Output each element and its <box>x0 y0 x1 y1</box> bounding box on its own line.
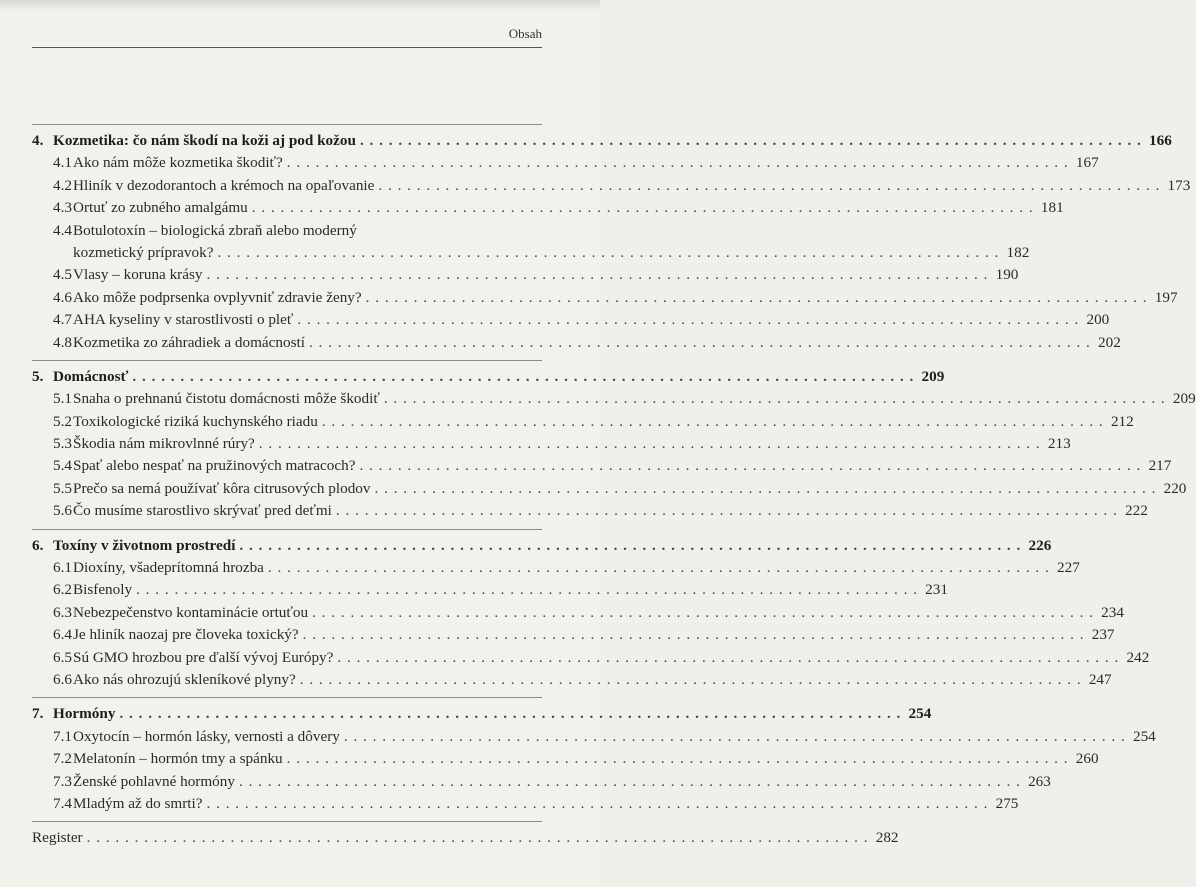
entry-number: 4.4 <box>53 221 72 239</box>
leader-dots <box>360 130 1142 152</box>
entry-number: 4.1 <box>53 154 72 172</box>
entry-title: Hliník v dezodorantoch a krémoch na opaľovanie <box>73 176 375 194</box>
toc-entry-5-6[interactable] <box>32 500 1148 522</box>
toc-entry-6-2[interactable] <box>32 579 948 601</box>
page-number: 173 <box>1167 176 1191 194</box>
leader-dots <box>207 264 989 286</box>
chapter-divider <box>32 697 542 698</box>
page-number: 237 <box>1091 626 1115 644</box>
chapter-title: Hormóny <box>53 705 116 723</box>
entry-title: Prečo sa nemá používať kôra citrusových plodov <box>73 479 371 497</box>
entry-title: Ako nám môže kozmetika škodiť? <box>73 154 283 172</box>
page-number: 212 <box>1110 412 1134 430</box>
toc-chapter-4[interactable] <box>32 130 1172 152</box>
toc-entry-5-3[interactable] <box>32 433 1071 455</box>
page-number: 220 <box>1163 479 1187 497</box>
toc-entry-5-5[interactable] <box>32 478 1187 500</box>
entry-title: Botulotoxín – biologická zbraň alebo moderný <box>73 221 357 239</box>
page-number: 166 <box>1149 132 1172 149</box>
toc-entry-6-3[interactable] <box>32 602 1124 624</box>
page-number: 213 <box>1047 435 1071 453</box>
leader-dots <box>359 455 1141 477</box>
entry-title: Vlasy – koruna krásy <box>73 266 203 284</box>
entry-title: Mladým až do smrti? <box>73 794 203 812</box>
toc-entry-4-8[interactable] <box>32 332 1121 354</box>
entry-number: 7.4 <box>53 794 72 812</box>
leader-dots <box>297 309 1079 331</box>
leader-dots <box>259 433 1041 455</box>
page-number: 182 <box>1006 243 1030 261</box>
chapter-number: 7. <box>32 705 44 723</box>
page-number: 217 <box>1148 457 1172 475</box>
leader-dots <box>336 500 1118 522</box>
toc-entry-7-4[interactable] <box>32 793 1019 815</box>
toc-entry-6-6[interactable] <box>32 669 1112 691</box>
entry-number: 6.5 <box>53 648 72 666</box>
chapter-divider <box>32 529 542 530</box>
page-number: 263 <box>1028 772 1051 790</box>
header-rule <box>32 47 542 48</box>
page-number: 209 <box>921 367 945 385</box>
leader-dots <box>366 287 1148 309</box>
toc-chapter-6[interactable] <box>32 535 1052 557</box>
leader-dots <box>337 647 1119 669</box>
table-of-contents <box>32 118 1196 850</box>
entry-number: 4.5 <box>53 266 72 284</box>
leader-dots <box>384 388 1166 410</box>
register-title: Register <box>32 829 83 847</box>
page-number: 254 <box>908 705 932 723</box>
toc-entry-5-1[interactable] <box>32 388 1196 410</box>
leader-dots <box>303 624 1085 646</box>
toc-entry-4-4[interactable] <box>32 220 542 242</box>
page-number: 247 <box>1088 670 1112 688</box>
entry-number: 6.4 <box>53 626 72 644</box>
entry-number: 6.1 <box>53 559 72 577</box>
toc-register[interactable] <box>32 827 899 849</box>
entry-title: Sú GMO hrozbou pre ďalší vývoj Európy? <box>73 648 334 666</box>
entry-title: Čo musíme starostlivo skrývať pred deťmi <box>73 502 332 520</box>
chapter-divider <box>32 124 542 125</box>
running-header: Obsah <box>508 26 542 41</box>
entry-number: 4.6 <box>53 288 72 306</box>
entry-number: 5.6 <box>53 502 72 520</box>
entry-number: 6.2 <box>53 581 72 599</box>
leader-dots <box>239 535 1021 557</box>
chapter-title: Toxíny v životnom prostredí <box>53 536 236 554</box>
leader-dots <box>132 366 914 388</box>
entry-title: Spať alebo nespať na pružinových matracoch? <box>73 457 356 475</box>
page-number: 167 <box>1075 154 1099 172</box>
page-number: 260 <box>1075 750 1099 768</box>
entry-number: 5.4 <box>53 457 72 475</box>
entry-title: Ako môže podprsenka ovplyvniť zdravie ženy? <box>73 288 362 306</box>
page-number: 197 <box>1154 288 1178 306</box>
entry-title: Dioxíny, všadeprítomná hrozba <box>73 559 264 577</box>
leader-dots <box>217 242 999 264</box>
page-number: 226 <box>1028 536 1052 554</box>
toc-chapter-5[interactable] <box>32 366 945 388</box>
leader-dots <box>300 669 1082 691</box>
page-number: 234 <box>1101 603 1124 621</box>
leader-dots <box>252 197 1034 219</box>
leader-dots <box>119 703 901 725</box>
leader-dots <box>312 602 1094 624</box>
toc-entry-4-6[interactable] <box>32 287 1178 309</box>
leader-dots <box>87 827 869 849</box>
toc-entry-6-4[interactable] <box>32 624 1115 646</box>
toc-entry-4-5[interactable] <box>32 264 1019 286</box>
toc-entry-5-2[interactable] <box>32 411 1134 433</box>
entry-title: Ako nás ohrozujú skleníkové plyny? <box>73 670 296 688</box>
leader-dots <box>239 771 1021 793</box>
page-number: 275 <box>995 794 1019 812</box>
toc-entry-4-4-continued[interactable] <box>32 242 1030 264</box>
toc-entry-7-1[interactable] <box>32 726 1156 748</box>
page-top-edge <box>0 0 600 10</box>
entry-title: Je hliník naozaj pre človeka toxický? <box>73 626 299 644</box>
chapter-title: Kozmetika: čo nám škodí na koži aj pod kožou <box>53 132 356 149</box>
entry-number: 7.2 <box>53 750 72 768</box>
chapter-divider <box>32 821 542 822</box>
leader-dots <box>287 748 1069 770</box>
leader-dots <box>136 579 918 601</box>
entry-title: Bisfenoly <box>73 581 133 599</box>
leader-dots <box>375 478 1157 500</box>
leader-dots <box>322 411 1104 433</box>
page-number: 200 <box>1086 311 1110 329</box>
entry-title: Snaha o prehnanú čistotu domácnosti môže škodiť <box>73 390 380 408</box>
page-number: 254 <box>1132 727 1156 745</box>
leader-dots <box>344 726 1126 748</box>
page-number: 231 <box>925 581 948 599</box>
toc-entry-7-3[interactable] <box>32 771 1051 793</box>
page-number: 242 <box>1126 648 1150 666</box>
entry-title: Ženské pohlavné hormóny <box>73 772 235 790</box>
leader-dots <box>378 175 1160 197</box>
page-number: 227 <box>1057 559 1080 577</box>
toc-chapter-7[interactable] <box>32 703 932 725</box>
toc-entry-4-3[interactable] <box>32 197 1064 219</box>
entry-number: 6.6 <box>53 670 72 688</box>
page-number: 202 <box>1098 333 1121 351</box>
toc-entry-4-1[interactable] <box>32 152 1099 174</box>
entry-number: 5.2 <box>53 412 72 430</box>
entry-number: 7.3 <box>53 772 72 790</box>
entry-number: 4.3 <box>53 199 72 217</box>
entry-number: 4.7 <box>53 311 72 329</box>
entry-title: Toxikologické riziká kuchynského riadu <box>73 412 318 430</box>
leader-dots <box>287 152 1069 174</box>
chapter-number: 4. <box>32 132 44 149</box>
toc-entry-4-2[interactable] <box>32 175 1191 197</box>
leader-dots <box>268 557 1050 579</box>
page-number: 209 <box>1172 390 1196 408</box>
entry-title: Škodia nám mikrovlnné rúry? <box>73 435 255 453</box>
page-number: 181 <box>1040 199 1064 217</box>
entry-number: 5.5 <box>53 479 72 497</box>
page-number: 190 <box>995 266 1019 284</box>
entry-title: AHA kyseliny v starostlivosti o pleť <box>73 311 294 329</box>
toc-entry-6-5[interactable] <box>32 647 1150 669</box>
entry-title: Nebezpečenstvo kontaminácie ortuťou <box>73 603 309 621</box>
entry-title: Melatonín – hormón tmy a spánku <box>73 750 283 768</box>
entry-number: 6.3 <box>53 603 72 621</box>
entry-title: Kozmetika zo záhradiek a domácností <box>73 333 305 351</box>
leader-dots <box>207 793 989 815</box>
chapter-number: 6. <box>32 536 44 554</box>
leader-dots <box>309 332 1091 354</box>
entry-title-continued: kozmetický prípravok? <box>73 243 214 261</box>
entry-number: 5.1 <box>53 390 72 408</box>
entry-title: Oxytocín – hormón lásky, vernosti a dôvery <box>73 727 340 745</box>
toc-entry-5-4[interactable] <box>32 455 1172 477</box>
chapter-number: 5. <box>32 367 44 385</box>
toc-entry-6-1[interactable] <box>32 557 1080 579</box>
toc-entry-7-2[interactable] <box>32 748 1099 770</box>
toc-entry-4-7[interactable] <box>32 309 1110 331</box>
entry-title: Ortuť zo zubného amalgámu <box>73 199 248 217</box>
page-number: 222 <box>1125 502 1148 520</box>
entry-number: 4.8 <box>53 333 72 351</box>
chapter-title: Domácnosť <box>53 367 129 385</box>
entry-number: 4.2 <box>53 176 72 194</box>
page-number: 282 <box>875 829 899 847</box>
chapter-divider <box>32 360 542 361</box>
entry-number: 7.1 <box>53 727 72 745</box>
entry-number: 5.3 <box>53 435 72 453</box>
